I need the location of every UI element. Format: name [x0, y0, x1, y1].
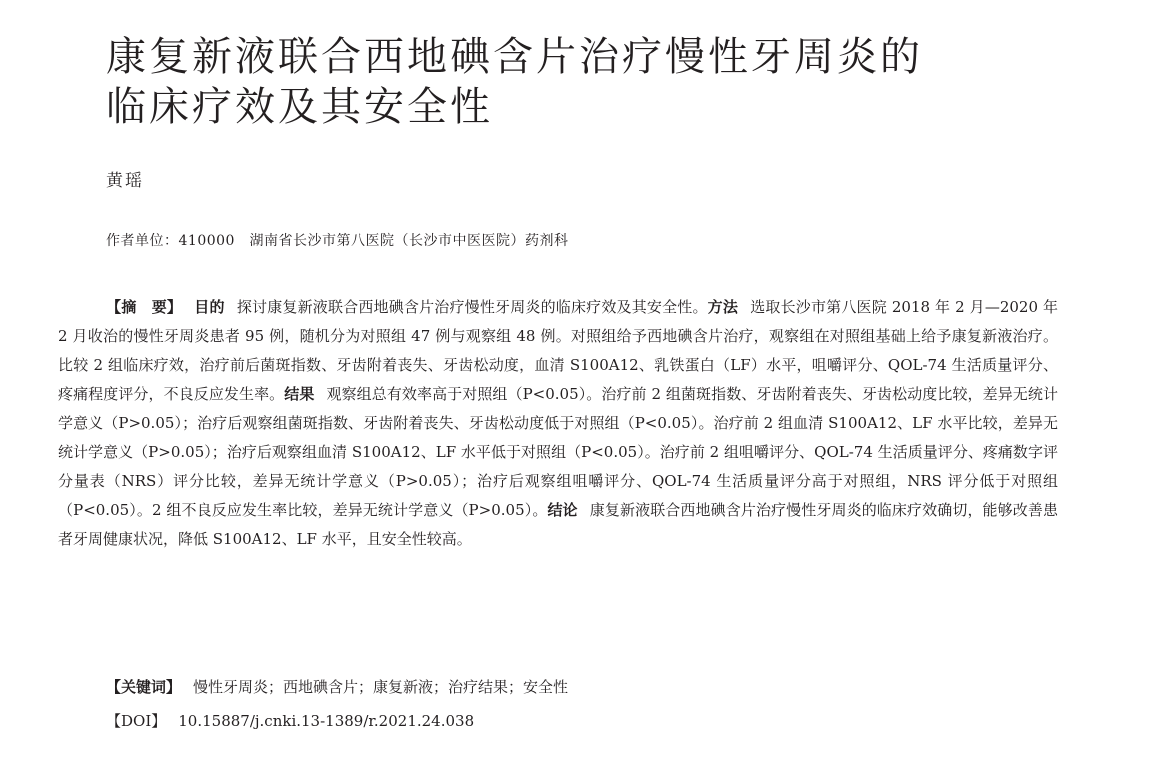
objective-text: 探讨康复新液联合西地碘含片治疗慢性牙周炎的临床疗效及其安全性。: [236, 298, 708, 316]
methods-text: 选取长沙市第八医院 2018 年 2 月—2020 年 2 月收治的慢性牙周炎患者 95 例，随机分为对照组 47 例与观察组 48 例。对照组给予西地碘含片治疗，观察组在对照组基础上给予康复新液治疗。比较 2 组临床疗效，治疗前后菌斑指数、牙齿附着丧失、牙齿松动度，血清 S100A12、乳铁蛋白（LF）水平，咀嚼评分、QOL-74 生活质量评分、疼痛程度评分，不良反应发生率。: [58, 298, 1058, 403]
doi-line: [106, 710, 474, 731]
author-name: 黄瑶: [106, 171, 144, 191]
abstract-paragraph: [58, 293, 1058, 554]
conclusion-text: 康复新液联合西地碘含片治疗慢性牙周炎的临床疗效确切，能够改善患者牙周健康状况，降低 S100A12、LF 水平，且安全性较高。: [58, 501, 1058, 548]
abstract-label: 【摘 要】: [106, 298, 183, 316]
objective-label: 目的: [194, 298, 225, 316]
article-title: [106, 32, 1066, 132]
results-label: 结果: [284, 385, 315, 403]
conclusion-label: 结论: [547, 501, 578, 519]
methods-label: 方法: [707, 298, 739, 316]
keywords-text: 慢性牙周炎；西地碘含片；康复新液；治疗结果；安全性: [193, 678, 569, 696]
keywords-line: [106, 676, 568, 697]
results-text: 观察组总有效率高于对照组（P<0.05）。治疗前 2 组菌斑指数、牙齿附着丧失、牙齿松动度比较，差异无统计学意义（P>0.05）；治疗后观察组菌斑指数、牙齿附着丧失、牙齿松动度低于对照组（P<0.05）。治疗前 2 组血清 S100A12、LF 水平比较，差异无统计学意义（P>0.05）；治疗后观察组血清 S100A12、LF 水平低于对照组（P<0.05）。治疗前 2 组咀嚼评分、QOL-74 生活质量评分、疼痛数字评分量表（NRS）评分比较，差异无统计学意义（P>0.05）；治疗后观察组咀嚼评分、QOL-74 生活质量评分高于对照组，NRS 评分低于对照组（P<0.05）。2 组不良反应发生率比较，差异无统计学意义（P>0.05）。: [58, 385, 1058, 519]
author-affiliation: 作者单位：410000 湖南省长沙市第八医院（长沙市中医医院）药剂科: [106, 233, 569, 249]
keywords-label: 【关键词】: [106, 678, 182, 696]
title-line-1: 康复新液联合西地碘含片治疗慢性牙周炎的: [106, 34, 923, 80]
title-line-2: 临床疗效及其安全性: [106, 84, 493, 130]
doi-label: 【DOI】: [106, 712, 167, 730]
doi-text: 10.15887/j.cnki.13-1389/r.2021.24.038: [178, 712, 475, 730]
